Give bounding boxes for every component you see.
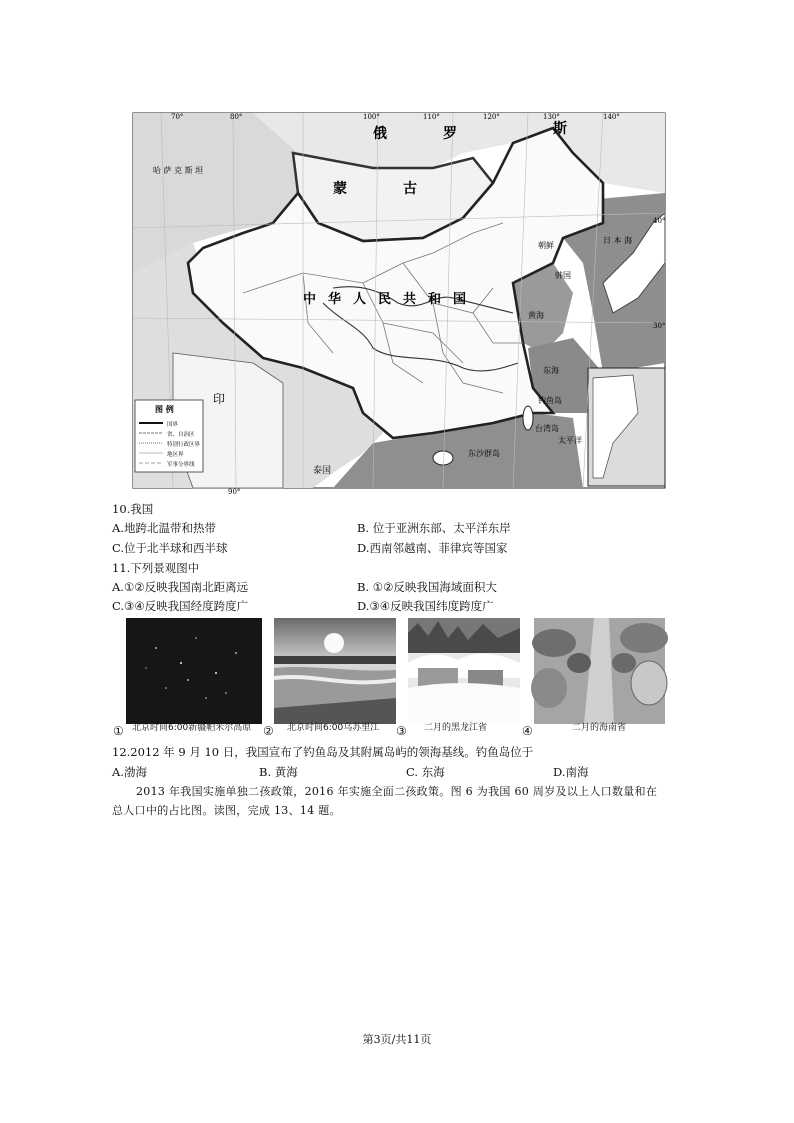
q10-option-d[interactable]: D.西南邻越南、菲律宾等国家 — [357, 541, 508, 555]
label-china-7: 国 — [453, 292, 467, 307]
lon-100: 100° — [363, 113, 380, 121]
q12-option-d[interactable]: D.南海 — [553, 765, 589, 779]
lon-70: 70° — [171, 113, 184, 121]
label-china-6: 和 — [428, 292, 442, 307]
label-yellow-sea: 黄海 — [528, 311, 544, 320]
label-china-1: 中 — [303, 292, 317, 307]
label-china-2: 华 — [328, 292, 342, 307]
q11-option-a[interactable]: A.①②反映我国南北距离远 — [112, 580, 249, 594]
photo-caption-2: 北京时间6:00乌苏里江 — [287, 723, 380, 733]
label-mongolia-1: 蒙 — [333, 181, 347, 197]
lon-130: 130° — [543, 113, 560, 121]
q11-stem: 11.下列景观图中 — [112, 561, 200, 575]
intro-line-1: 2013 年我国实施单独二孩政策，2016 年实施全面二孩政策。图 6 为我国 60 周岁及以上人口数量和在 — [136, 785, 658, 798]
label-russia-2: 罗 — [443, 126, 457, 142]
q12-stem: 12.2012 年 9 月 10 日，我国宣布了钓鱼岛及其附属岛屿的领海基线。钓鱼岛位于 — [112, 745, 534, 759]
photo-pamir-night — [126, 618, 262, 724]
lon-110: 110° — [423, 113, 440, 121]
photo-number-1: ① — [113, 724, 124, 738]
photo-caption-3: 二月的黑龙江省 — [424, 723, 488, 733]
photo-heilongjiang-snow — [408, 618, 520, 724]
label-taiwan: 台湾岛 — [535, 424, 559, 433]
hainan-island — [433, 451, 453, 465]
lon-120: 120° — [483, 113, 500, 121]
legend-item: 省、自治区 — [167, 432, 195, 438]
lon-bottom-90: 90° — [228, 488, 241, 496]
label-east-sea: 东海 — [543, 366, 559, 375]
label-korea-n: 朝鲜 — [538, 241, 554, 250]
legend-item: 军事分界线 — [167, 462, 195, 468]
label-china-3: 人 — [353, 292, 367, 307]
q10-stem: 10.我国 — [112, 502, 154, 516]
q11-option-b[interactable]: B. ①②反映我国海域面积大 — [357, 580, 497, 594]
q11-option-c[interactable]: C.③④反映我国经度跨度广 — [112, 599, 249, 613]
intro-line-2: 总人口中的占比图。读图，完成 13、14 题。 — [112, 804, 341, 817]
china-map — [133, 113, 666, 496]
q10-option-c[interactable]: C.位于北半球和西半球 — [112, 541, 228, 555]
taiwan-island — [523, 406, 533, 430]
label-diaoyu: 钓鱼岛 — [538, 396, 562, 405]
photo-number-3: ③ — [396, 724, 407, 738]
photo-number-4: ④ — [522, 724, 533, 738]
q10-option-b[interactable]: B. 位于亚洲东部、太平洋东岸 — [357, 521, 511, 535]
photo-number-2: ② — [263, 724, 274, 738]
q10-option-a[interactable]: A.地跨北温带和热带 — [112, 521, 216, 535]
photo-caption-1: 北京时间6:00新疆帕米尔高原 — [132, 723, 252, 733]
q11-option-d[interactable]: D.③④反映我国纬度跨度广 — [357, 599, 494, 613]
q12-option-a[interactable]: A.渤海 — [112, 765, 147, 779]
photo-caption-4: 二月的海南省 — [572, 723, 627, 733]
legend-item: 地区界 — [167, 452, 184, 458]
label-china-4: 民 — [378, 292, 392, 307]
label-thailand: 泰国 — [313, 466, 332, 476]
label-russia-1: 俄 — [373, 126, 387, 142]
q12-option-b[interactable]: B. 黄海 — [259, 765, 298, 779]
label-pacific: 太平洋 — [558, 436, 582, 445]
label-china-5: 共 — [403, 292, 417, 307]
label-russia-3: 斯 — [553, 121, 567, 137]
q12-option-c[interactable]: C. 东海 — [406, 765, 445, 779]
legend-item: 国界 — [167, 422, 179, 428]
label-india: 印 — [213, 392, 226, 406]
label-dongsha: 东沙群岛 — [468, 449, 500, 458]
photo-hainan-plants — [534, 618, 665, 724]
legend-title: 图 例 — [155, 404, 174, 414]
legend-item: 特别行政区界 — [167, 442, 201, 448]
label-kazakh: 哈 萨 克 斯 坦 — [153, 166, 204, 175]
label-korea-s: 韩国 — [555, 271, 571, 280]
map-legend — [135, 400, 203, 472]
lon-80: 80° — [230, 113, 243, 121]
label-mongolia-2: 古 — [403, 181, 417, 197]
page-footer: 第3页/共11页 — [362, 1033, 432, 1046]
lat-40: 40° — [653, 217, 666, 225]
label-japan-sea: 日 本 海 — [603, 236, 633, 245]
lon-140: 140° — [603, 113, 620, 121]
photo-wusuli-sunrise — [274, 618, 396, 724]
lat-30: 30° — [653, 322, 666, 330]
